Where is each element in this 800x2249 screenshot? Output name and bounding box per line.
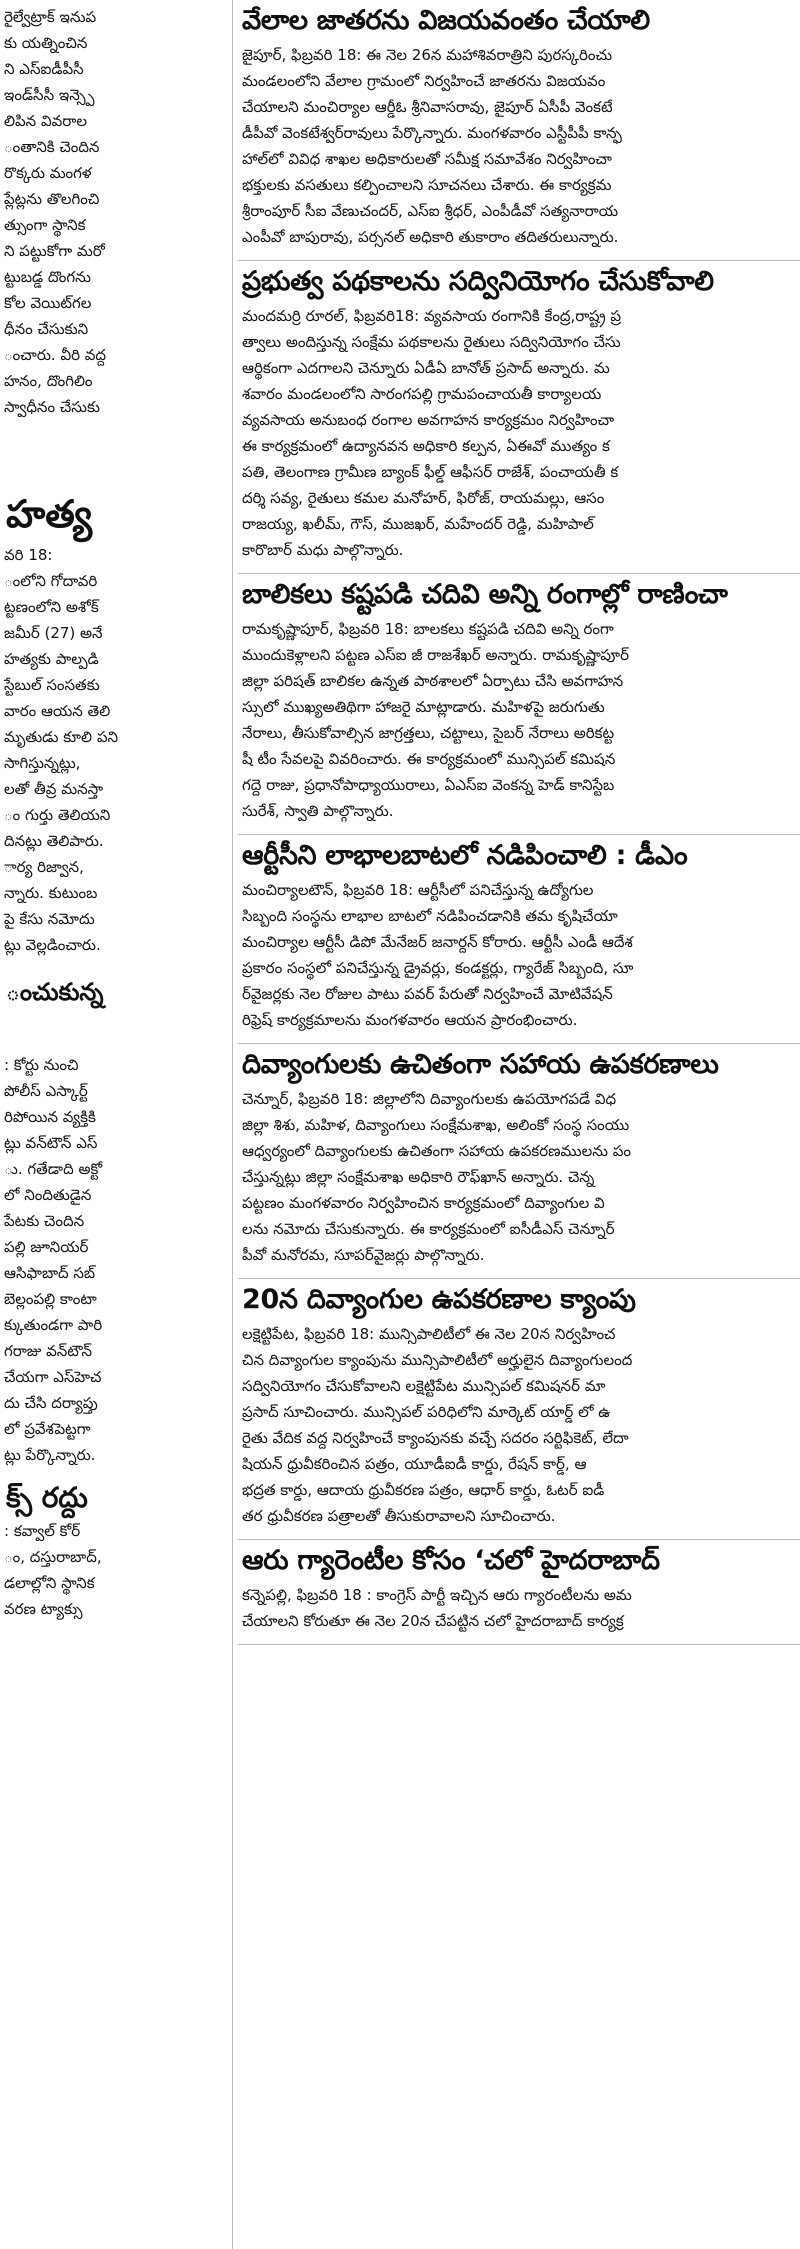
text-line: చేస్తున్నట్లు జిల్లా సంక్షేమశాఖ అధికారి రౌఫ్‌ఖాన్ అన్నారు. చెన్న xyxy=(242,1168,595,1186)
text-line: ట్లు వన్‌టౌన్ ఎస్ xyxy=(4,1134,98,1152)
text-line: పల్లి జూనియర్ xyxy=(4,1238,89,1256)
article-body xyxy=(238,303,800,563)
text-line: సిబ్బంది సంస్థను లాభాల బాటలో నడిపించడానికి తమ కృషిచేయా xyxy=(242,907,618,925)
text-line: చెన్నూర్, ఫిబ్రవరి 18: జిల్లాలోని దివ్యాంగులకు ఉపయోగపడే విధ xyxy=(242,1090,617,1108)
text-line: పోలీస్ ఎస్కార్ట్ xyxy=(4,1082,88,1100)
text-line: హాల్‌లో వివిధ శాఖల అధికారులతో సమీక్ష సమావేశం నిర్వహించా xyxy=(242,150,612,168)
left-story-top xyxy=(0,4,232,420)
text-line: పతి, తెలంగాణ గ్రామీణ బ్యాంక్ ఫీల్డ్ ఆఫీసర్ రాజేశ్, పంచాయతీ క xyxy=(242,463,619,481)
article xyxy=(238,574,800,835)
text-line: ం గుర్తు తెలియని xyxy=(4,806,111,824)
text-line: జమీర్ (27) అనే xyxy=(4,624,103,642)
article-body xyxy=(238,1086,800,1268)
text-line: షీ టీం సేవలపై వివరించారు. ఈ కార్యక్రమంలో మున్సిపల్ కమిషన xyxy=(242,750,616,768)
text-line: ార్య రిజ్వాన, xyxy=(4,858,84,876)
text-line: మంచిర్యాలటౌన్, ఫిబ్రవరి 18: ఆర్టీసీలో పనిచేస్తున్న ఉద్యోగుల xyxy=(242,881,594,899)
text-line: షియన్ ధ్రువీకరించిన పత్రం, యూడీఐడీ కార్డు, రేషన్ కార్డ్, ఆ xyxy=(242,1455,587,1473)
text-line: వరి 18: xyxy=(4,546,53,564)
text-line: హనం, దొంగిలిం xyxy=(4,372,93,390)
article xyxy=(238,1540,800,1645)
text-line: గద్దె రాజు, ప్రధానోపాధ్యాయురాలు, ఏఎస్ఐ వెంకన్న హెడ్ కానిస్టేబ xyxy=(242,776,615,794)
text-line: కు యత్నించిన xyxy=(4,34,88,52)
left-story-1 xyxy=(0,542,232,958)
right-column xyxy=(238,0,800,2249)
text-line: హత్యకు పాల్పడి xyxy=(4,650,99,668)
text-line: ు. గతేడాది అక్టో xyxy=(4,1160,103,1178)
text-line: దర్శి సవ్య, రైతులు కమల మనోహర్, ఫిరోజ్, రాయమల్లు, ఆసం xyxy=(242,489,605,507)
text-line: నేరాలు, తీసుకోవాల్సిన జాగ్రత్తలు, చట్టాలు, సైబర్ నేరాలు అరికట్ట xyxy=(242,724,615,742)
text-line: లను నమోదు చేసుకున్నారు. ఈ కార్యక్రమంలో ఐసీడీఎస్ చెన్నూర్ xyxy=(242,1220,615,1238)
article-headline: ఆర్టీసీని లాభాలబాటలో నడిపించాలి : డీఎం xyxy=(242,840,688,871)
article-headline: బాలికలు కష్టపడి చదివి అన్ని రంగాల్లో రాణించా xyxy=(242,579,728,610)
text-line: కోల వెయిట్‌గల xyxy=(4,294,92,312)
text-line: లక్షెట్టిపేట, ఫిబ్రవరి 18: మున్సిపాలిటీలో ఈ నెల 20న నిర్వహించ xyxy=(242,1325,616,1343)
text-line: వారం ఆయన తెలి xyxy=(4,702,111,720)
text-line: జిల్లా శిశు, మహిళ, దివ్యాంగులు సంక్షేమశాఖ, అలింకో సంస్థ సంయు xyxy=(242,1116,630,1134)
text-line: ని పట్టుకోగా మరో xyxy=(4,242,105,260)
text-line: ం, దస్తురాబాద్, xyxy=(4,1548,102,1566)
text-line: ర్‌వైజర్లకు నెల రోజుల పాటు పవర్ పేరుతో నిర్వహించే మోటివేషన్ xyxy=(242,985,613,1003)
text-line: ంలోని గోదావరి xyxy=(4,572,98,590)
text-line: దు చేసి దర్యాప్తు xyxy=(4,1394,98,1412)
text-line: సద్వినియోగం చేసుకోవాలని లక్షెట్టిపేట మున్సిపల్ కమిషనర్ మా xyxy=(242,1377,606,1395)
text-line: రిపోయిన వ్యక్తికి xyxy=(4,1108,96,1126)
text-line: గరాజు వన్‌టౌన్ xyxy=(4,1342,92,1360)
text-line: రామకృష్ణాపూర్, ఫిబ్రవరి 18: బాలకలు కష్టపడి చదివి అన్ని రంగా xyxy=(242,620,614,638)
text-line: మండలంలోని వేలాల గ్రామంలో నిర్వహించే జాతరను విజయవం xyxy=(242,72,606,90)
article-body xyxy=(238,1582,800,1634)
text-line: : కవ్వాల్ కోర్ xyxy=(4,1522,81,1540)
text-line: వ్యవసాయ అనుబంధ రంగాల అవగాహన కార్యక్రమం నిర్వహించా xyxy=(242,411,615,429)
text-line: చిన దివ్యాంగుల క్యాంపును మున్సిపాలిటీలో అర్హులైన దివ్యాంగులంద xyxy=(242,1351,633,1369)
article-headline: వేలాల జాతరను విజయవంతం చేయాలి xyxy=(242,5,650,36)
article xyxy=(238,261,800,574)
text-line: ముందుకెళ్లాలని పట్టణ ఎస్ఐ జీ రాజశేఖర్ అన్నారు. రామకృష్ణాపూర్ xyxy=(242,646,629,664)
text-line: ఎంపీవో బాపురావు, పర్సనల్ అధికారి తుకారాం తదితరులున్నారు. xyxy=(242,228,619,246)
text-line: ట్లు పేర్కొన్నారు. xyxy=(4,1446,96,1464)
text-line: రైల్వేట్రాక్ ఇనుప xyxy=(4,8,97,26)
articles-list xyxy=(238,0,800,1645)
left-column xyxy=(0,0,233,2249)
text-line: : కోర్టు నుంచి xyxy=(4,1056,79,1074)
text-line: డీపీవో వెంకటేశ్వర్‌రావులు పేర్కొన్నారు. మంగళవారం ఎస్టీపీపీ కాన్ఫ xyxy=(242,124,622,142)
article-headline: దివ్యాంగులకు ఉచితంగా సహాయ ఉపకరణాలు xyxy=(242,1049,719,1080)
text-line: త్వాలు అందిస్తున్న సంక్షేమ పథకాలను రైతులు సద్వినియోగం చేసు xyxy=(242,333,621,351)
text-line: ంతానికి చెందిన xyxy=(4,138,100,156)
text-line: సురేశ్, స్వాతి పాల్గొన్నారు. xyxy=(242,802,394,820)
text-line: స్సులో ముఖ్యఅతిథిగా హాజరై మాట్లాడారు. మహిళపై జరుగుతు xyxy=(242,698,605,716)
text-line: పట్టణం మంగళవారం నిర్వహించిన కార్యక్రమంలో దివ్యాంగుల వి xyxy=(242,1194,605,1212)
text-line: డలాల్లోని స్థానిక xyxy=(4,1574,95,1592)
text-line: ని ఎస్‌ఐడీపీసీ xyxy=(4,60,84,78)
left-heading-3: క్స్ రద్దు xyxy=(6,1481,88,1514)
text-line: ధీనం చేసుకుని xyxy=(4,320,89,338)
text-line: న్నారు. కుటుంబ xyxy=(4,884,98,902)
text-line: రొక్కరు మంగళ xyxy=(4,164,92,182)
text-line: కారొబార్ మధు పాల్గొన్నారు. xyxy=(242,541,404,559)
text-line: రిఫ్రెష్ కార్యక్రమాలను మంగళవారం ఆయన ప్రారంభించారు. xyxy=(242,1011,578,1029)
text-line: ప్రకారం సంస్థలో పనిచేస్తున్న డ్రైవర్లు, కండక్టర్లు, గ్యారేజ్ సిబ్బంది, సూ xyxy=(242,959,634,977)
text-line: ట్టుబడ్డ దొంగను xyxy=(4,268,91,286)
text-line: జిల్లా పరిషత్ బాలికల ఉన్నత పాఠశాలలో ఏర్పాటు చేసి అవగాహన xyxy=(242,672,624,690)
text-line: స్వాధీనం చేసుకు xyxy=(4,398,100,416)
article-headline: 20న దివ్యాంగుల ఉపకరణాల క్యాంపు xyxy=(242,1284,636,1315)
left-story-2 xyxy=(0,1052,232,1468)
text-line: జైపూర్, ఫిబ్రవరి 18: ఈ నెల 26న మహాశివరాత్రిని పురస్కరించు xyxy=(242,46,613,64)
text-line: బెల్లంపల్లి కాంటా xyxy=(4,1290,97,1308)
text-line: లో ప్రవేశపెట్టగా xyxy=(4,1420,91,1438)
text-line: పై కేసు నమోదు xyxy=(4,910,95,928)
left-story-3 xyxy=(0,1518,232,1622)
text-line: శవారం మండలంలోని సారంగపల్లి గ్రామపంచాయతీ కార్యాలయ xyxy=(242,385,602,403)
text-line: దినట్లు తెలిపారు. xyxy=(4,832,104,850)
text-line: సాగిస్తున్నట్లు, xyxy=(4,754,81,772)
text-line: ట్టణంలోని అశోక్ xyxy=(4,598,99,616)
text-line: ట్లు వెల్లడించారు. xyxy=(4,936,101,954)
text-line: పీవో మనోరమ, సూపర్‌వైజర్లు పాల్గొన్నారు. xyxy=(242,1246,485,1264)
text-line: చేయగా ఎస్‌హెచ xyxy=(4,1368,102,1386)
text-line: ఆసిఫాబాద్ సబ్ xyxy=(4,1264,96,1282)
text-line: స్టేబుల్ సంసతకు xyxy=(4,676,100,694)
text-line: త్సుంగా స్థానిక xyxy=(4,216,86,234)
text-line: భక్తులకు వసతులు కల్పించాలని సూచనలు చేశారు. ఈ కార్యక్రమ xyxy=(242,176,612,194)
left-heading-2: ంచుకున్న xyxy=(6,978,104,1006)
article xyxy=(238,0,800,261)
text-line: చేయాలని మంచిర్యాల ఆర్డీఓ శ్రీనివాసరావు, జైపూర్ ఏసీపీ వెంకటే xyxy=(242,98,613,116)
text-line: కన్నెపల్లి, ఫిబ్రవరి 18 : కాంగ్రెస్ పార్టీ ఇచ్చిన ఆరు గ్యారంటీలను అమ xyxy=(242,1586,632,1604)
text-line: రైతు వేదిక వద్ద నిర్వహించే క్యాంపునకు వచ్చే సదరం సర్టిఫికెట్, లేదా xyxy=(242,1429,629,1447)
text-line: వరణ ట్యాక్సు xyxy=(4,1600,83,1618)
text-line: ఆర్థికంగా ఎదగాలని చెన్నూరు ఏడీఏ బానోత్ ప్రసాద్ అన్నారు. మ xyxy=(242,359,610,377)
article-body xyxy=(238,42,800,250)
text-line: ఆధ్వర్యంలో దివ్యాంగులకు ఉచితంగా సహాయ ఉపకరణములను పం xyxy=(242,1142,631,1160)
text-line: ప్రసాద్ సూచించారు. మున్సిపల్ పరిధిలోని మార్కెట్ యార్డ్ లో ఉ xyxy=(242,1403,611,1421)
article-body xyxy=(238,1321,800,1529)
article-headline: ప్రభుత్వ పథకాలను సద్వినియోగం చేసుకోవాలి xyxy=(242,266,714,297)
left-heading-1: హత్య xyxy=(6,492,93,536)
article xyxy=(238,835,800,1044)
article-headline: ఆరు గ్యారెంటీల కోసం ‘చలో హైదరాబాద్ xyxy=(242,1545,660,1576)
article-body xyxy=(238,877,800,1033)
text-line: చేయాలని కోరుతూ ఈ నెల 20న చేపట్టిన చలో హైదరాబాద్ కార్యక్ర xyxy=(242,1612,624,1630)
article xyxy=(238,1279,800,1540)
text-line: మంచిర్యాల ఆర్టీసీ డిపో మేనేజర్ జనార్దన్ కోరారు. ఆర్టీసీ ఎండీ ఆదేశ xyxy=(242,933,633,951)
text-line: ప్లేట్లను తొలగించి xyxy=(4,190,100,208)
text-line: లిపిన వివరాల xyxy=(4,112,87,130)
text-line: తర ధ్రువీకరణ పత్రాలతో తీసుకురావాలని సూచించారు. xyxy=(242,1507,556,1525)
text-line: శ్రీరాంపూర్ సీఐ వేణుచందర్, ఎస్ఐ శ్రీధర్, ఎంపీడీవో సత్యనారాయ xyxy=(242,202,618,220)
text-line: ంచారు. వీరి వద్ద xyxy=(4,346,107,364)
text-line: భద్రత కార్డు, ఆదాయ ధ్రువీకరణ పత్రం, ఆధార్ కార్డు, ఓటర్ ఐడీ xyxy=(242,1481,605,1499)
text-line: మందమర్రి రూరల్, ఫిబ్రవరి18: వ్యవసాయ రంగానికి కేంద్ర,రాష్ట్ర ప్ర xyxy=(242,307,622,325)
text-line: క్కుతుండగా పారి xyxy=(4,1316,103,1334)
text-line: రాజయ్య, ఖలీమ్, గౌస్, ముజఖర్, మహేందర్ రెడ్డి, మహిపాల్ xyxy=(242,515,594,533)
text-line: ఈ కార్యక్రమంలో ఉద్యానవన అధికారి కల్పన, ఏఈవో ముత్యం క xyxy=(242,437,610,455)
text-line: లతో తీవ్ర మనస్తా xyxy=(4,780,104,798)
text-line: పేటకు చెందిన xyxy=(4,1212,85,1230)
article xyxy=(238,1044,800,1279)
text-line: మృతుడు కూలి పని xyxy=(4,728,119,746)
text-line: లో నిందితుడైన xyxy=(4,1186,92,1204)
article-body xyxy=(238,616,800,824)
text-line: ఇండ్‌సీసీ ఇన్స్పె xyxy=(4,86,95,104)
